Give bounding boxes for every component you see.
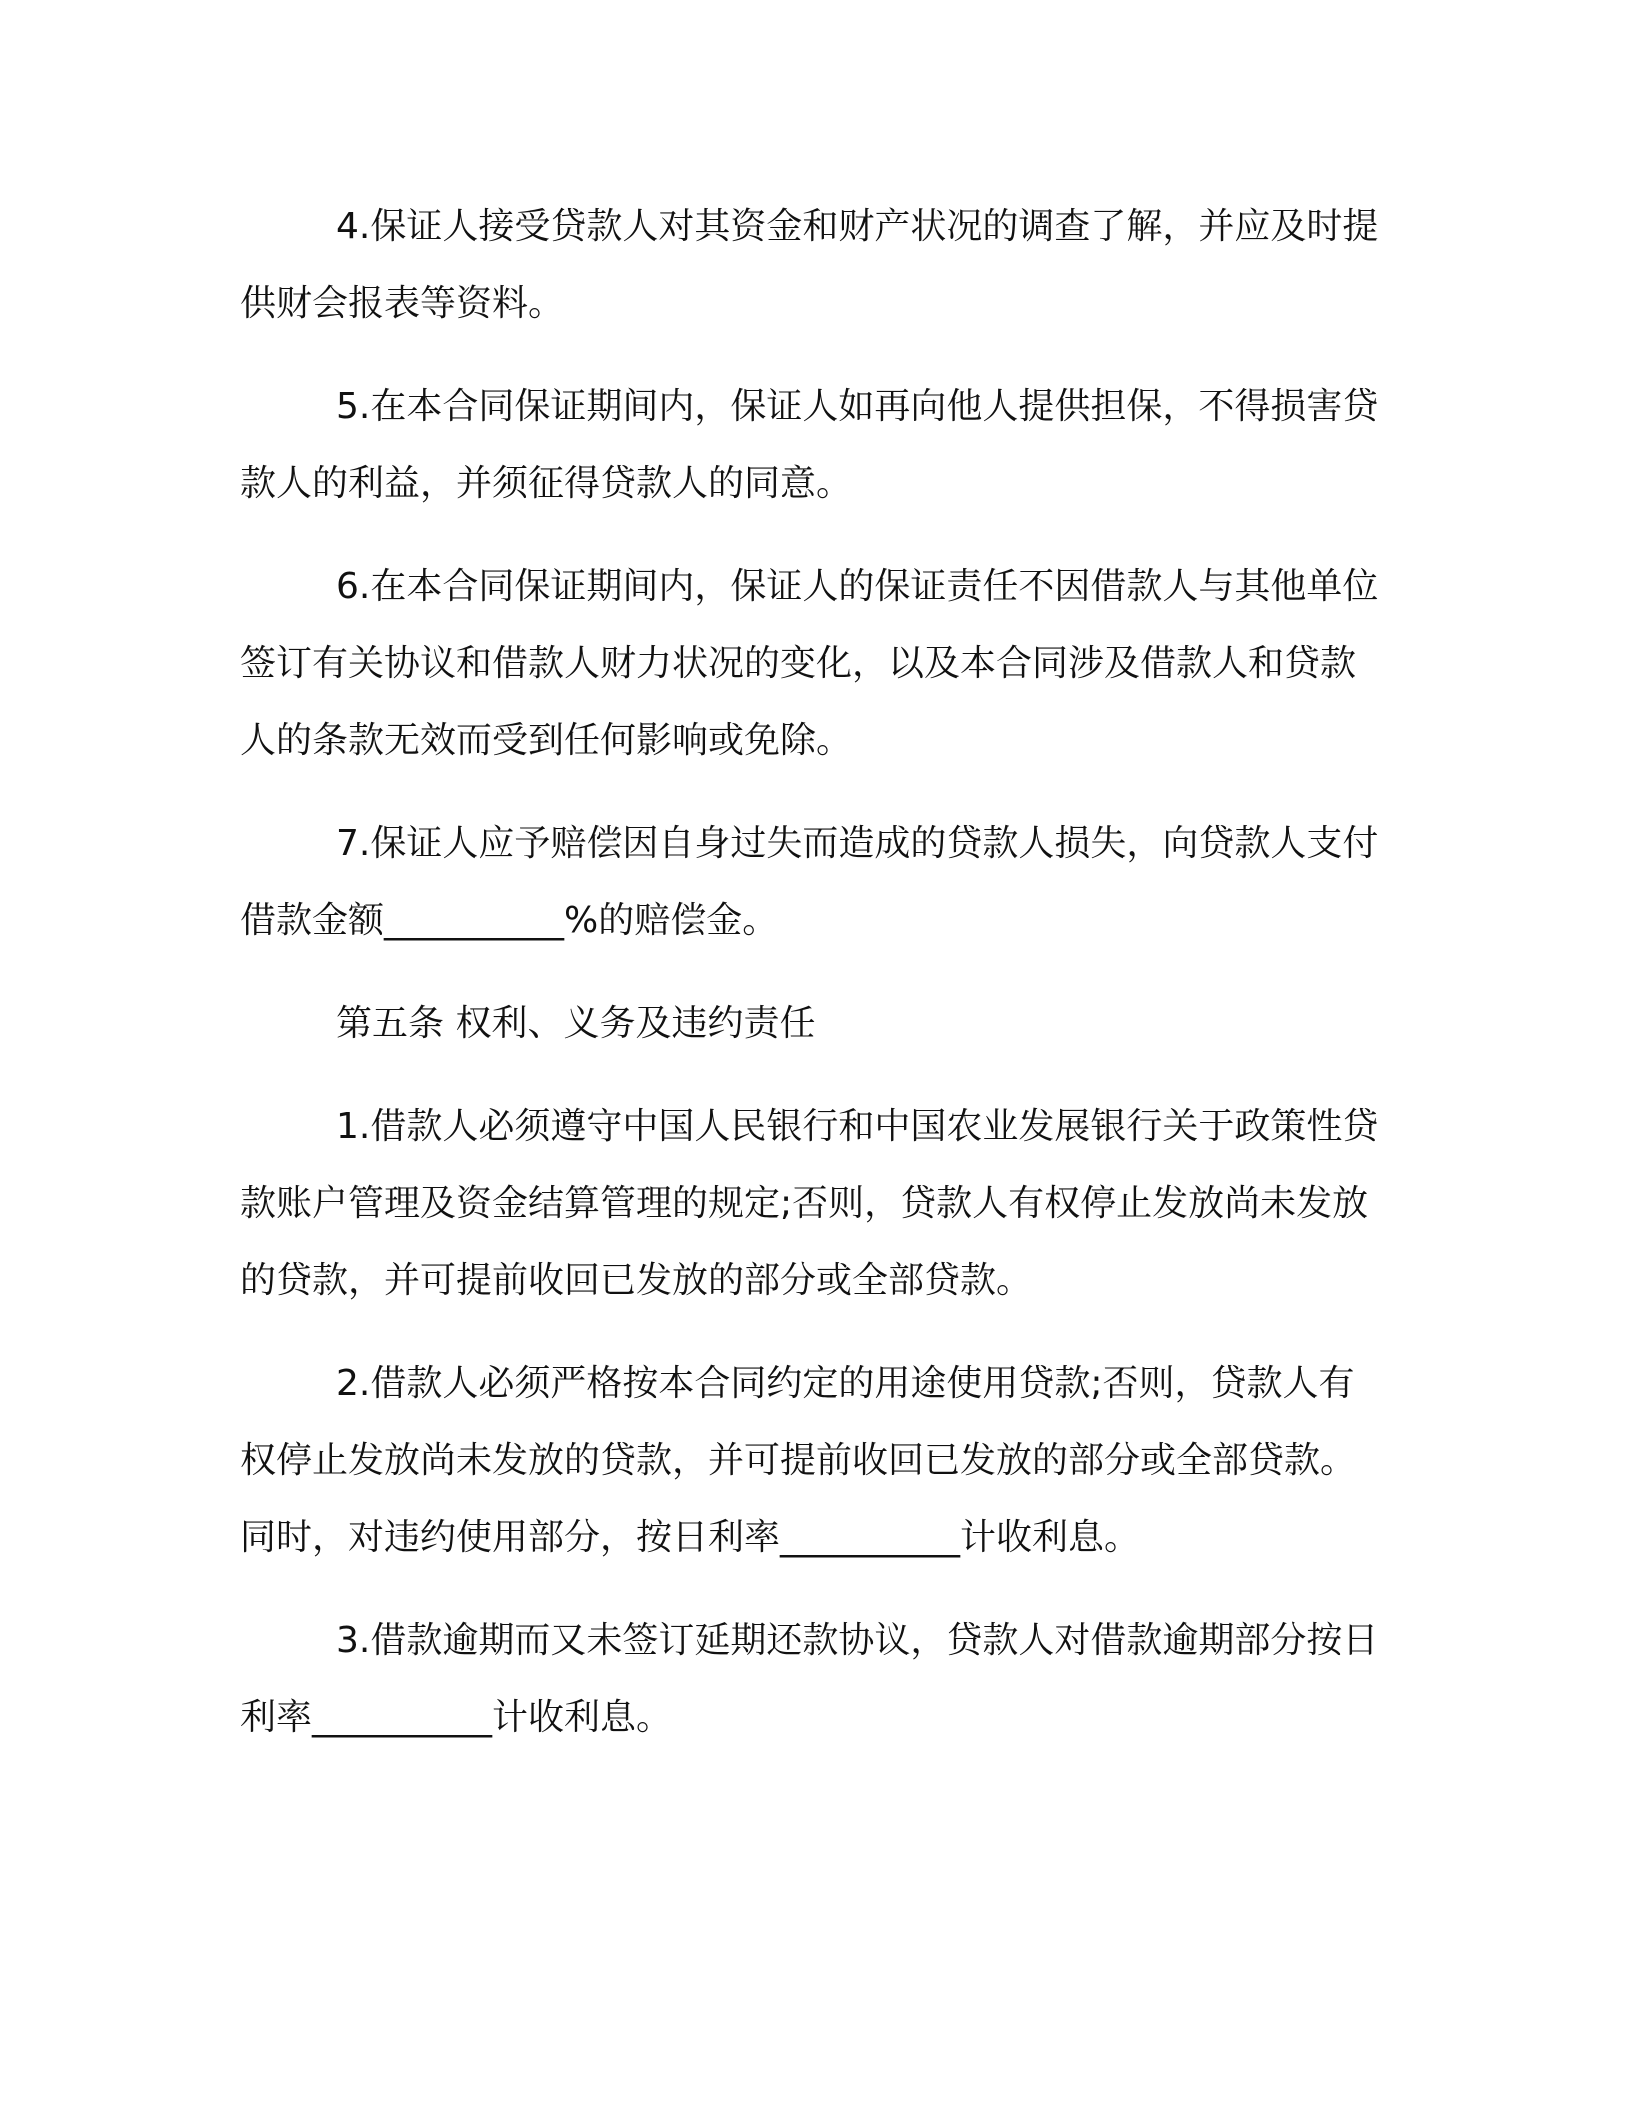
section-5-clause-3-paragraph: 3.借款逾期而又未签订延期还款协议，贷款人对借款逾期部分按日利率__________计收利息。 (240, 1620, 1379, 1738)
section-5-clause-2-paragraph: 2.借款人必须严格按本合同约定的用途使用贷款;否则，贷款人有权停止发放尚未发放的贷款，并可提前收回已发放的部分或全部贷款。同时，对违约使用部分，按日利率__________计收利息。 (240, 1363, 1357, 1558)
section-5-heading: 第五条 权利、义务及违约责任 (336, 1003, 816, 1044)
clause-4-paragraph: 4.保证人接受贷款人对其资金和财产状况的调查了解，并应及时提供财会报表等资料。 (240, 206, 1379, 324)
document-body (240, 188, 1380, 1782)
clause-6-paragraph: 6.在本合同保证期间内，保证人的保证责任不因借款人与其他单位签订有关协议和借款人财力状况的变化，以及本合同涉及借款人和贷款人的条款无效而受到任何影响或免除。 (240, 566, 1379, 761)
section-5-clause-1-paragraph: 1.借款人必须遵守中国人民银行和中国农业发展银行关于政策性贷款账户管理及资金结算管理的规定;否则，贷款人有权停止发放尚未发放的贷款，并可提前收回已发放的部分或全部贷款。 (240, 1106, 1379, 1301)
clause-7-paragraph: 7.保证人应予赔偿因自身过失而造成的贷款人损失，向贷款人支付借款金额__________%的赔偿金。 (240, 823, 1379, 941)
clause-5-paragraph: 5.在本合同保证期间内，保证人如再向他人提供担保，不得损害贷款人的利益，并须征得贷款人的同意。 (240, 386, 1379, 504)
